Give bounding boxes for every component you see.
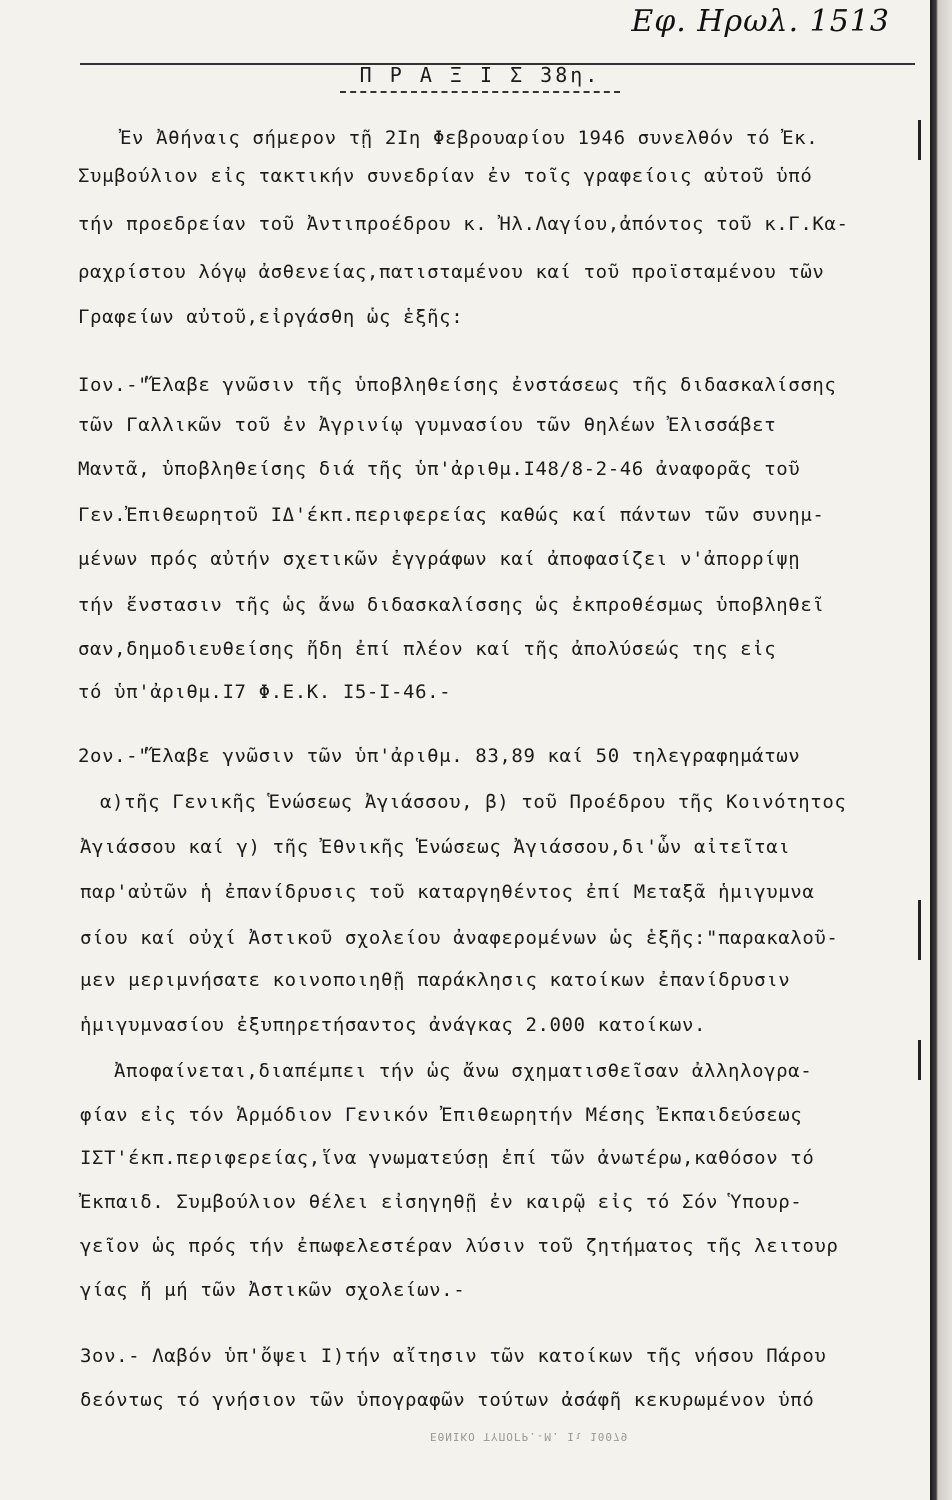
text-line: Ἀγιάσσου καί γ) τῆς Ἐθνικῆς Ἑνώσεως Ἀγιάσσου,δι'ὧν αἰτεῖται	[80, 836, 791, 858]
text-line: γεῖον ὡς πρός τήν ἐπωφελεστέραν λύσιν τοῦ ζητήματος τῆς λειτουρ	[80, 1235, 839, 1257]
text-line: ραχρίστου λόγῳ ἀσθενείας,πατισταμένου καί τοῦ προϊσταμένου τῶν	[78, 261, 825, 283]
text-line: μεν μεριμνήσατε κοινοποιηθῇ παράκλησις κατοίκων ἐπανίδρυσιν	[80, 969, 791, 991]
text-line: σαν,δημοδιευθείσης ἤδη ἐπί πλέον καί τῆς ἀπολύσεώς της εἰς	[78, 638, 777, 660]
text-line: τήν προεδρείαν τοῦ Ἀντιπροέδρου κ. Ἠλ.Λαγίου,ἀπόντος τοῦ κ.Γ.Κα-	[78, 213, 849, 235]
text-line: 2ον.-"Ἔλαβε γνῶσιν τῶν ὑπ'ἀριθμ. 83,89 καί 50 τηλεγραφημάτων	[78, 745, 801, 767]
text-line: ἡμιγυμνασίου ἐξυπηρετήσαντος ἀνάγκας 2.000 κατοίκων.	[80, 1014, 707, 1036]
text-line: Ἐκπαιδ. Συμβούλιον θέλει εἰσηγηθῇ ἐν καιρῷ εἰς τό Σόν Ὑπουρ-	[80, 1191, 803, 1213]
text-line: Ἀποφαίνεται,διαπέμπει τήν ὡς ἄνω σχηματισθεῖσαν ἀλληλογρα-	[114, 1060, 813, 1082]
document-title: Π Ρ Α Ξ Ι Σ 38η.	[340, 63, 620, 93]
footer-stamp: ΕΘΝΙΚΟ ΤΥΠΟΓΡ.-Μ. Ιι 10079	[430, 1430, 629, 1443]
handwritten-archive-note: Εφ. Ηρωλ. 1513	[631, 4, 890, 39]
text-line: τῶν Γαλλικῶν τοῦ ἐν Ἀγρινίῳ γυμνασίου τῶν θηλέων Ἐλισσάβετ	[78, 414, 777, 436]
text-line: Γεν.Ἐπιθεωρητοῦ ΙΔ'έκπ.περιφερείας καθώς καί πάντων τῶν συνημ-	[78, 504, 825, 526]
text-line: Μαντᾶ, ὑποβληθείσης διά τῆς ὑπ'ἀριθμ.Ι48/8-2-46 ἀναφορᾶς τοῦ	[78, 458, 801, 480]
text-line: Γραφείων αὐτοῦ,εἰργάσθη ὡς ἑξῆς:	[78, 306, 464, 328]
page-edge	[932, 0, 952, 1500]
text-line: α)τῆς Γενικῆς Ἑνώσεως Ἀγιάσσου, β) τοῦ Προέδρου τῆς Κοινότητος	[100, 791, 847, 813]
text-line: 3ον.- Λαβόν ὑπ'ὄψει Ι)τήν αἴτησιν τῶν κατοίκων τῆς νήσου Πάρου	[80, 1345, 827, 1367]
text-line: τήν ἔνστασιν τῆς ὡς ἄνω διδασκαλίσσης ὡς ἐκπροθέσμως ὑποβληθεῖ	[78, 594, 825, 616]
margin-mark	[918, 900, 921, 960]
text-line: σίου καί οὐχί Ἀστικοῦ σχολείου ἀναφερομένων ὡς ἑξῆς:"παρακαλοῦ-	[80, 927, 839, 949]
margin-mark	[918, 1040, 921, 1080]
margin-mark	[918, 120, 921, 160]
text-line: ΙΣΤ'έκπ.περιφερείας,ἵνα γνωματεύσῃ ἐπί τῶν ἀνωτέρω,καθόσον τό	[80, 1147, 815, 1169]
text-line: δεόντως τό γνήσιον τῶν ὑπογραφῶν τούτων ἀσάφῆ κεκυρωμένον ὑπό	[80, 1389, 815, 1411]
text-line: μένων πρός αὐτήν σχετικῶν ἐγγράφων καί ἀποφασίζει ν'ἀπορρίψῃ	[78, 548, 801, 570]
text-line: Ιον.-"Ἔλαβε γνῶσιν τῆς ὑποβληθείσης ἐνστάσεως τῆς διδασκαλίσσης	[78, 374, 837, 396]
text-line: παρ'αὐτῶν ἡ ἐπανίδρυσις τοῦ καταργηθέντος ἐπί Μεταξᾶ ἡμιγυμνα	[80, 881, 815, 903]
text-line: γίας ἤ μή τῶν Ἀστικῶν σχολείων.-	[80, 1279, 466, 1301]
text-line: τό ὑπ'ἀριθμ.Ι7 Φ.Ε.Κ. Ι5-Ι-46.-	[78, 681, 452, 703]
text-line: Συμβούλιον εἰς τακτικήν συνεδρίαν ἐν τοῖς γραφείοις αὐτοῦ ὑπό	[78, 165, 813, 187]
text-line: Ἐν Ἀθήναις σήμερον τῇ 2Ιη Φεβρουαρίου 1946 συνελθόν τό Ἐκ.	[120, 127, 819, 149]
text-line: φίαν εἰς τόν Ἁρμόδιον Γενικόν Ἐπιθεωρητήν Μέσης Ἐκπαιδεύσεως	[80, 1104, 803, 1126]
